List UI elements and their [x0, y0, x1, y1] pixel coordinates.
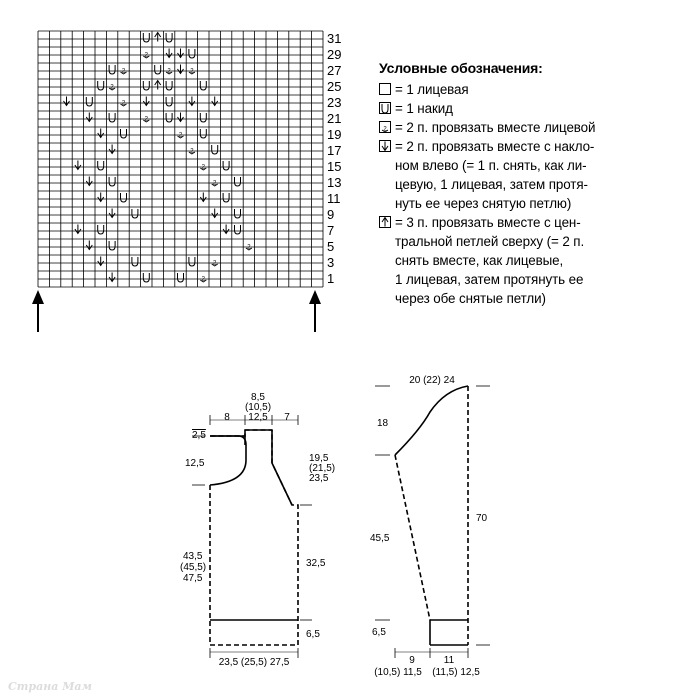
ssk-symbol-icon — [379, 140, 391, 152]
yarn-over-symbol — [98, 161, 104, 170]
legend-item-text: = 2 п. провязать вместе с накло- — [395, 139, 595, 154]
ssk-decrease-symbol — [64, 97, 70, 106]
yarn-over-symbol — [235, 209, 241, 218]
dim-armhole-depth: 12,5 — [185, 458, 205, 469]
svg-text:2: 2 — [144, 52, 148, 59]
svg-text:2: 2 — [247, 244, 251, 251]
yarn-over-symbol — [189, 257, 195, 266]
yarn-over-symbol — [86, 97, 92, 106]
row-number: 29 — [327, 47, 342, 62]
yarn-over-symbol — [166, 113, 172, 122]
yarn-over-symbol — [200, 113, 206, 122]
legend-title: Условные обозначения: — [379, 60, 543, 76]
watermark-logo: Страна Мам — [8, 680, 92, 693]
legend-item-text: = 1 накид — [395, 101, 453, 116]
ssk-decrease-symbol — [178, 49, 184, 58]
row-numbers — [327, 31, 341, 286]
knit-two-together-symbol — [121, 101, 127, 107]
front-back-schematic — [180, 392, 335, 668]
dim-neck-drop: 2,5 — [192, 430, 206, 441]
svg-text:2: 2 — [178, 132, 183, 139]
sleeve-cap — [395, 386, 468, 455]
knit-two-together-symbol — [189, 149, 195, 155]
yarn-over-symbol — [235, 225, 241, 234]
dim-sleeve-total: 70 — [476, 513, 488, 524]
ssk-decrease-symbol — [86, 177, 92, 186]
svg-text:2: 2 — [213, 180, 217, 187]
yarn-over-symbol — [132, 257, 138, 266]
knit-two-together-symbol — [166, 69, 172, 75]
row-number: 31 — [327, 31, 342, 46]
ssk-decrease-symbol — [212, 209, 218, 218]
row-number: 17 — [327, 143, 342, 158]
dim-shoulder-left: 8 — [224, 412, 230, 423]
legend-item-continuation: снять вместе, как лицевые, — [395, 253, 564, 268]
yarn-over-symbol — [166, 33, 172, 42]
row-number: 27 — [327, 63, 342, 78]
svg-text:2: 2 — [213, 260, 217, 267]
row-number: 3 — [327, 255, 335, 270]
yo-symbol-icon — [379, 102, 391, 114]
legend-item-text: = 3 п. провязать вместе с цен- — [395, 215, 581, 230]
yarn-over-symbol — [212, 145, 218, 154]
dim-sleeve-bottom-b2: (11,5) 12,5 — [432, 667, 480, 678]
knit-two-together-symbol — [212, 181, 218, 187]
dim-shoulder-right: 7 — [284, 412, 290, 423]
row-number: 25 — [327, 79, 342, 94]
row-number: 13 — [327, 175, 342, 190]
legend-item-continuation: через обе снятые петли) — [395, 291, 546, 306]
start-arrow-left — [32, 290, 44, 332]
yarn-over-symbol — [132, 209, 138, 218]
ssk-decrease-symbol — [109, 209, 115, 218]
legend — [379, 60, 679, 308]
svg-text:2: 2 — [190, 68, 194, 75]
dim-sleeve-bottom-b1: 11 — [443, 655, 455, 666]
dim-neck-mid: (10,5) — [244, 402, 272, 413]
row-number: 11 — [327, 191, 341, 206]
dim-body-right: 32,5 — [306, 558, 326, 569]
legend-item-continuation: нуть ее через снятую петлю) — [395, 196, 572, 211]
k2tog-symbol-icon — [379, 121, 391, 133]
dim-armhole-right-c: 23,5 — [309, 473, 329, 484]
yarn-over-symbol — [189, 49, 195, 58]
ssk-decrease-symbol — [109, 273, 115, 282]
dim-sleeve-length: 45,5 — [370, 533, 390, 544]
neck-curve — [210, 436, 246, 485]
legend-item-continuation: 1 лицевая, затем протянуть ее — [395, 272, 584, 287]
dim-sleeve-cuff: 6,5 — [372, 627, 386, 638]
svg-text:2: 2 — [201, 164, 205, 171]
dim-sleeve-top: 20 (22) 24 — [409, 375, 455, 386]
yarn-over-symbol — [200, 81, 206, 90]
yarn-over-symbol — [235, 177, 241, 186]
dim-body-left-c: 47,5 — [183, 573, 203, 584]
row-number: 5 — [327, 239, 335, 254]
dim-neck-top: 8,5 — [251, 392, 265, 403]
svg-text:2: 2 — [167, 68, 171, 75]
ssk-decrease-symbol — [86, 241, 92, 250]
knit-two-together-symbol — [200, 165, 206, 171]
ssk-decrease-symbol — [178, 65, 184, 74]
yarn-over-symbol — [143, 273, 149, 282]
dim-sleeve-bottom-a2: (10,5) 11,5 — [374, 667, 422, 678]
knit-two-together-symbol — [143, 117, 149, 123]
ssk-decrease-symbol — [189, 97, 195, 106]
yarn-over-symbol — [143, 81, 149, 90]
ssk-decrease-symbol — [98, 257, 104, 266]
knit-two-together-symbol — [189, 69, 195, 75]
svg-text:2: 2 — [121, 100, 126, 107]
yarn-over-symbol — [98, 81, 104, 90]
sleeve-schematic — [370, 375, 490, 678]
yarn-over-symbol — [121, 129, 127, 138]
ssk-decrease-symbol — [200, 193, 206, 202]
s2kp-symbol-icon — [379, 216, 391, 228]
knit-two-together-symbol — [121, 69, 127, 75]
knit-two-together-symbol — [246, 245, 252, 251]
yarn-over-symbol — [223, 193, 229, 202]
svg-text:2: 2 — [201, 276, 205, 283]
ssk-decrease-symbol — [75, 225, 81, 234]
dim-armhole-right-a: 19,5 — [309, 453, 329, 464]
legend-item — [379, 99, 679, 118]
row-number: 23 — [327, 95, 342, 110]
row-number: 21 — [327, 111, 342, 126]
central-double-decrease-symbol — [155, 33, 161, 42]
yarn-over-symbol — [109, 241, 115, 250]
legend-item-continuation: цевую, 1 лицевая, затем протя- — [395, 177, 588, 192]
knit-two-together-symbol — [143, 53, 149, 59]
yarn-over-symbol — [98, 225, 104, 234]
start-arrow-right — [309, 290, 321, 332]
legend-item — [379, 137, 679, 213]
knit-two-together-symbol — [178, 133, 184, 139]
dim-armhole-right-b: (21,5) — [309, 463, 336, 474]
legend-item-text: = 1 лицевая — [395, 82, 469, 97]
body-outline — [210, 430, 298, 645]
knit-two-together-symbol — [109, 85, 115, 91]
ssk-decrease-symbol — [75, 161, 81, 170]
knit-two-together-symbol — [212, 261, 218, 267]
ssk-decrease-symbol — [223, 225, 229, 234]
yarn-over-symbol — [178, 273, 184, 282]
legend-item — [379, 80, 679, 99]
legend-item — [379, 118, 679, 137]
ssk-decrease-symbol — [178, 113, 184, 122]
ssk-decrease-symbol — [109, 145, 115, 154]
row-number: 9 — [327, 207, 335, 222]
dim-neck-bottom: 12,5 — [248, 412, 268, 423]
legend-item — [379, 213, 679, 308]
yarn-over-symbol — [166, 97, 172, 106]
legend-item-text: = 2 п. провязать вместе лицевой — [395, 120, 596, 135]
dim-width: 23,5 (25,5) 27,5 — [218, 657, 290, 668]
row-number: 1 — [327, 271, 335, 286]
ssk-decrease-symbol — [143, 97, 149, 106]
yarn-over-symbol — [109, 65, 115, 74]
legend-item-continuation: тральной петлей сверху (= 2 п. — [395, 234, 585, 249]
yarn-over-symbol — [143, 33, 149, 42]
svg-text:2: 2 — [383, 126, 387, 133]
svg-text:2: 2 — [144, 116, 148, 123]
central-double-decrease-symbol — [155, 81, 161, 90]
yarn-over-symbol — [223, 161, 229, 170]
svg-text:2: 2 — [190, 148, 194, 155]
svg-text:2: 2 — [110, 84, 114, 91]
legend-item-continuation: ном влево (= 1 п. снять, как ли- — [395, 158, 587, 173]
row-number: 15 — [327, 159, 342, 174]
yarn-over-symbol — [200, 129, 206, 138]
ssk-decrease-symbol — [166, 49, 172, 58]
row-number: 19 — [327, 127, 342, 142]
dim-sleeve-cap: 18 — [377, 418, 389, 429]
yarn-over-symbol — [109, 177, 115, 186]
ssk-decrease-symbol — [212, 97, 218, 106]
yarn-over-symbol — [155, 65, 161, 74]
legend-items — [379, 80, 679, 308]
row-number: 7 — [327, 223, 335, 238]
ssk-decrease-symbol — [98, 193, 104, 202]
dim-body-left-b: (45,5) — [180, 562, 207, 573]
dim-body-left-a: 43,5 — [183, 551, 203, 562]
knit-two-together-symbol — [200, 277, 206, 283]
dim-hem: 6,5 — [306, 629, 320, 640]
ssk-decrease-symbol — [86, 113, 92, 122]
dim-sleeve-bottom-a1: 9 — [409, 655, 415, 666]
knitting-chart-symbols — [64, 33, 252, 283]
yarn-over-symbol — [109, 113, 115, 122]
yarn-over-symbol — [166, 81, 172, 90]
svg-text:2: 2 — [121, 68, 126, 75]
yarn-over-symbol — [121, 193, 127, 202]
ssk-decrease-symbol — [98, 129, 104, 138]
knit-symbol-icon — [379, 83, 391, 95]
